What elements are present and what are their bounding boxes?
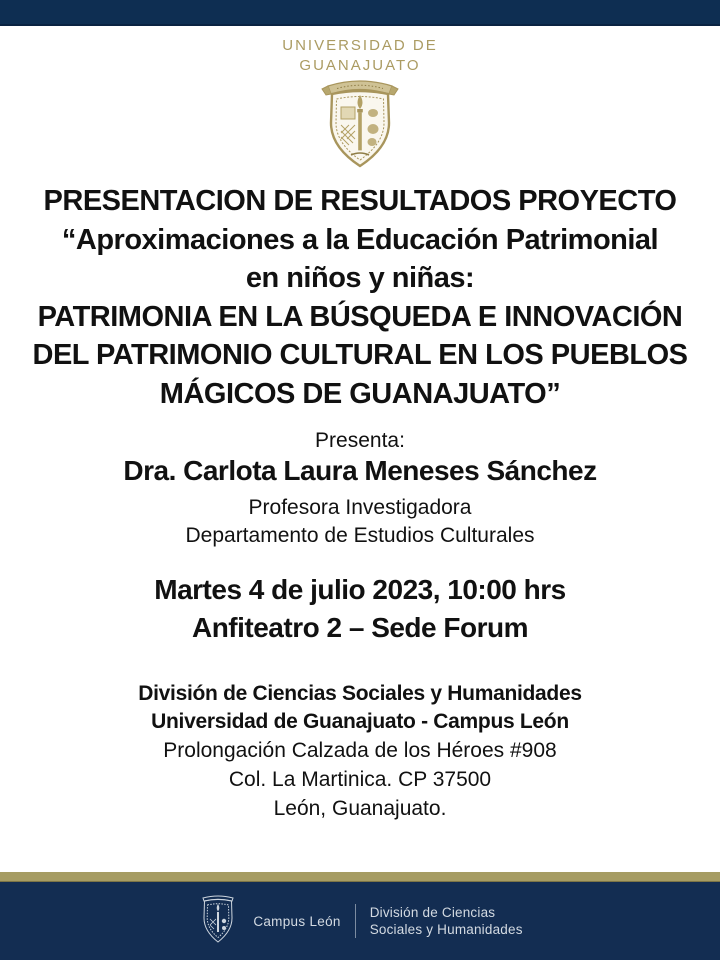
title-line-5: DEL PATRIMONIO CULTURAL EN LOS PUEBLOS: [32, 339, 688, 371]
location-campus: Universidad de Guanajuato - Campus León: [151, 710, 569, 733]
presenter-role: Profesora Investigadora: [248, 496, 472, 519]
title-line-4: PATRIMONIA EN LA BÚSQUEDA E INNOVACIÓN: [37, 300, 683, 333]
title-line-3: en niños y niñas:: [245, 262, 475, 294]
presenter-department: Departamento de Estudios Culturales: [185, 524, 535, 547]
footer-division-label: [370, 904, 523, 938]
title-line-6: MÁGICOS DE GUANAJUATO”: [159, 377, 561, 410]
location-address-line1: Prolongación Calzada de los Héroes #908: [163, 739, 557, 762]
footer-crest-icon: [197, 892, 239, 951]
title-line-1: PRESENTACION DE RESULTADOS PROYECTO: [43, 185, 677, 217]
university-crest-icon: [0, 73, 720, 176]
university-name: [0, 36, 720, 76]
presenter-label: Presenta:: [315, 429, 405, 452]
location-division: División de Ciencias Sociales y Humanidades: [138, 682, 582, 705]
presenter-name: Dra. Carlota Laura Meneses Sánchez: [123, 455, 597, 486]
footer-vertical-divider: [355, 904, 356, 938]
university-name-line2: GUANAJUATO: [299, 57, 421, 74]
gold-divider-stripe: [0, 872, 720, 882]
event-venue: Anfiteatro 2 – Sede Forum: [191, 612, 528, 643]
location-address-line3: León, Guanajuato.: [273, 797, 447, 820]
footer-bar: [0, 882, 720, 960]
event-datetime: Martes 4 de julio 2023, 10:00 hrs: [154, 574, 566, 605]
university-name-line1: UNIVERSIDAD DE: [282, 37, 438, 54]
location-address-line2: Col. La Martinica. CP 37500: [228, 768, 492, 791]
footer-campus-label: Campus León: [253, 913, 341, 929]
top-navy-bar: [0, 0, 720, 26]
event-title: [0, 182, 720, 413]
footer-division-line2: Sociales y Humanidades: [369, 922, 523, 937]
title-line-2: “Aproximaciones a la Educación Patrimonial: [61, 223, 659, 256]
footer-division-line1: División de Ciencias: [369, 905, 496, 920]
